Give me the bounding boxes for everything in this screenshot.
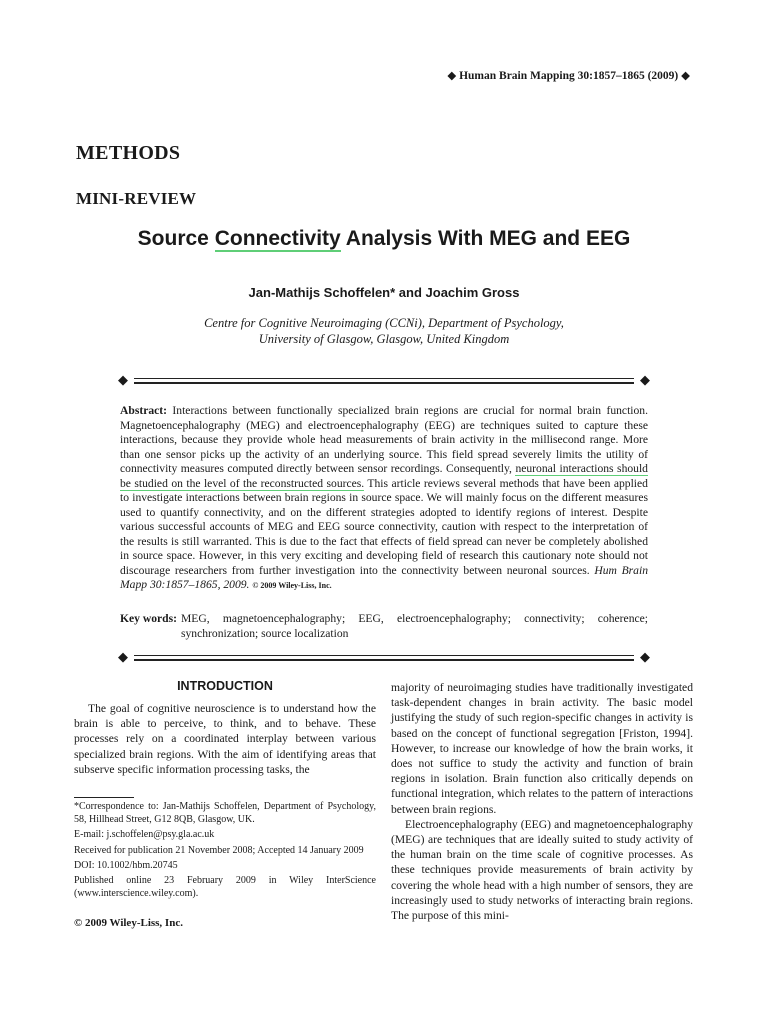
diamond-icon: ◆ [640,649,650,664]
left-column [74,701,376,777]
diamond-icon: ◆ [118,372,128,387]
footnote-published: Published online 23 February 2009 in Wiley InterScience (www.interscience.wiley.com). [74,875,376,900]
footnote-received: Received for publication 21 November 2008; Accepted 14 January 2009 [74,844,364,856]
abstract-citation: Hum Brain Mapp 30:1857–1865, 2009. [120,563,648,591]
top-divider [118,372,650,388]
diamond-icon: ◆ [118,649,128,664]
keywords [120,611,648,641]
intro-paragraph: Electroencephalography (EEG) and magnetoencephalography (MEG) are techniques that are ideally suited to study activity of the human brain on the time scale of cognitive processes. As these techniques provide measurements of brain activity by covering the whole head with a high number of sensors, they are increasingly used to study networks of interacting brain regions. The purpose of this mini- [391,817,693,923]
abstract-text: Interactions between functionally specialized brain regions are crucial for normal brain function. Magnetoencephalography (MEG) and electroencephalography (EEG) are techniques suited to capture these interactions, because they provide whole head measurements of brain activity in the millisecond range. More than one sensor picks up the activity of an underlying source. This field spread severely limits the utility of connectivity measures computed directly between sensor recordings. Consequently, [120,404,649,475]
affiliation-line: Centre for Cognitive Neuroimaging (CCNi), Department of Psychology, [204,316,564,330]
footnote-rule [74,797,134,798]
diamond-icon: ◆ [447,70,457,82]
title-rest: Analysis With MEG and EEG [345,227,631,250]
diamond-icon: ◆ [681,70,690,82]
keywords-text: MEG, magnetoencephalography; EEG, electroencephalography; connectivity; coherence; synchronization; source localization [181,612,648,640]
authors: Jan-Mathijs Schoffelen* and Joachim Gross [248,285,520,300]
abstract-copyright: © 2009 Wiley-Liss, Inc. [252,581,332,590]
title-word: Source [137,227,209,250]
footnote-email: E-mail: j.schoffelen@psy.gla.ac.uk [74,829,215,841]
paper-title [0,227,768,251]
footnote-doi: DOI: 10.1002/hbm.20745 [74,859,178,871]
affiliation-line: University of Glasgow, Glasgow, United Kingdom [258,332,510,346]
abstract-text: This article reviews several methods that have been applied to investigate interactions between brain regions in source space. We will mainly focus on the different measures used to quantify connectivity, and on the different strategies adopted to identify regions of interest. Despite various successful accounts of MEG and EEG source connectivity, caution with respect to the interpretation of the results is still warranted. This is due to the fact that effects of field spread can never be completely abolished in source space. However, in this very exciting and developing field of research this cautionary note should not discourage researchers from further investigation into the connectivity between neuronal sources. [120,476,648,577]
section-methods: METHODS [76,142,181,164]
introduction-heading: INTRODUCTION [177,679,273,693]
affiliation [0,315,768,347]
journal-citation: Human Brain Mapping 30:1857–1865 (2009) [459,70,679,82]
footer-copyright: © 2009 Wiley-Liss, Inc. [74,917,183,929]
abstract-highlight: neuronal interactions should be studied on the level of the reconstructed sources. [120,462,648,490]
title-highlight: Connectivity [214,227,341,250]
keywords-label: Key words: [120,612,177,625]
right-column [391,680,693,923]
journal-header [447,68,690,82]
intro-paragraph: majority of neuroimaging studies have traditionally investigated task-dependent changes in brain activity. The basic model justifying the study of such region-specific changes in activity is based on the concept of functional segregation [Friston, 1994]. However, to increase our knowledge of how the brain works, it does not suffice to study the activity and function of brain regions in isolation. Brain function also critically depends on functional integration, which relates to the pattern of interactions between brain regions. [391,681,693,816]
bottom-divider [118,649,650,665]
section-mini-review: MINI-REVIEW [76,189,197,208]
footnote-correspondence: *Correspondence to: Jan-Mathijs Schoffelen, Department of Psychology, 58, Hillhead Street, G12 8QB, Glasgow, UK. [74,801,376,826]
footnotes [74,797,376,902]
intro-paragraph: The goal of cognitive neuroscience is to understand how the brain is able to perceive, to think, and to behave. These processes rely on a coordinated interplay between various specialized brain regions. With the aim of identifying areas that subserve specific information processing tasks, the [74,702,376,776]
abstract [120,404,648,594]
abstract-label: Abstract: [120,404,168,417]
diamond-icon: ◆ [640,372,650,387]
